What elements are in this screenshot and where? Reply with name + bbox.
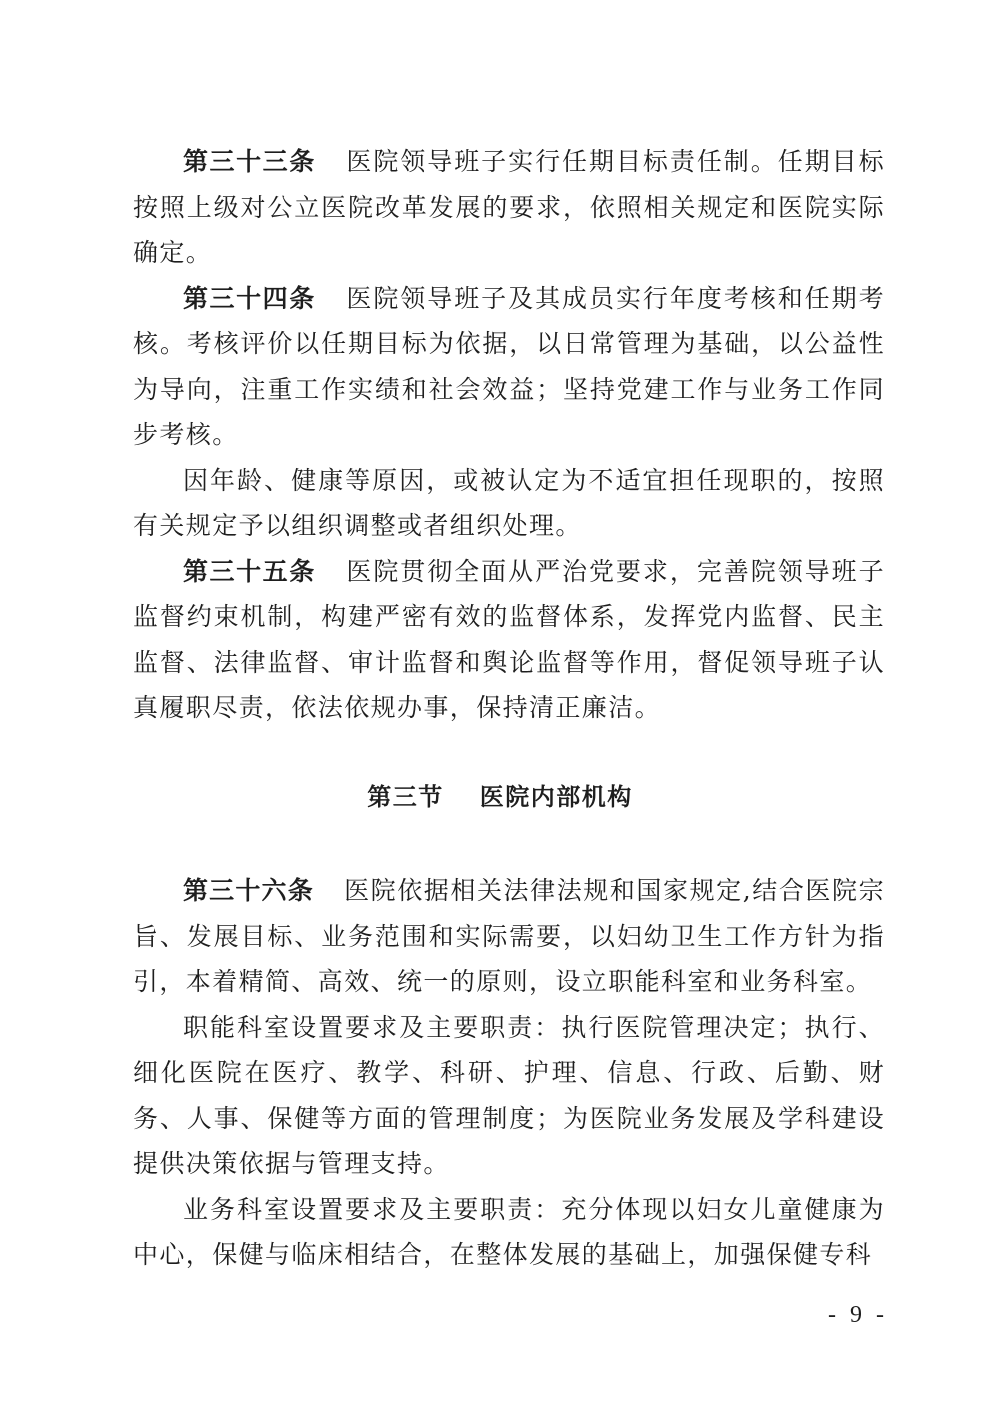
paragraph-text: 职能科室设置要求及主要职责：执行医院管理决定；执行、细化医院在医疗、教学、科研、护理、信息、行政、后勤、财务、人事、保健等方面的管理制度；为医院业务发展及学科建设提供决策依据与管理支持。 xyxy=(133,1012,885,1178)
article-34 xyxy=(133,276,885,458)
paragraph-text: 因年龄、健康等原因，或被认定为不适宜担任现职的，按照有关规定予以组织调整或者组织处理。 xyxy=(133,465,885,540)
article-33 xyxy=(133,139,885,276)
article-text: 医院领导班子实行任期目标责任制。任期目标按照上级对公立医院改革发展的要求，依照相关规定和医院实际确定。 xyxy=(133,147,885,267)
article-label: 第三十三条 xyxy=(183,147,316,176)
article-36-paragraph-2 xyxy=(133,1005,885,1187)
section-number: 第三节 xyxy=(367,783,444,811)
article-label: 第三十六条 xyxy=(183,876,314,905)
article-text: 医院贯彻全面从严治党要求，完善院领导班子监督约束机制，构建严密有效的监督体系，发挥党内监督、民主监督、法律监督、审计监督和舆论监督等作用，督促领导班子认真履职尽责，依法依规办事，保持清正廉洁。 xyxy=(133,556,885,722)
article-text: 医院依据相关法律法规和国家规定,结合医院宗旨、发展目标、业务范围和实际需要，以妇幼卫生工作方针为指引，本着精简、高效、统一的原则，设立职能科室和业务科室。 xyxy=(133,876,885,996)
section-heading xyxy=(0,781,1000,813)
article-36 xyxy=(133,868,885,1005)
text-block-lower xyxy=(133,868,885,1278)
text-block-upper xyxy=(133,139,885,731)
article-text: 医院领导班子及其成员实行年度考核和任期考核。考核评价以任期目标为依据，以日常管理为基础，以公益性为导向，注重工作实绩和社会效益；坚持党建工作与业务工作同步考核。 xyxy=(133,283,885,449)
article-34-paragraph-2 xyxy=(133,458,885,549)
paragraph-text: 业务科室设置要求及主要职责：充分体现以妇女儿童健康为中心，保健与临床相结合，在整体发展的基础上，加强保健专科 xyxy=(133,1194,885,1269)
section-title: 医院内部机构 xyxy=(479,783,633,811)
article-label: 第三十四条 xyxy=(183,283,316,313)
page-number: - 9 - xyxy=(828,1302,888,1328)
article-35 xyxy=(133,549,885,731)
article-36-paragraph-3 xyxy=(133,1187,885,1278)
article-label: 第三十五条 xyxy=(183,556,316,586)
